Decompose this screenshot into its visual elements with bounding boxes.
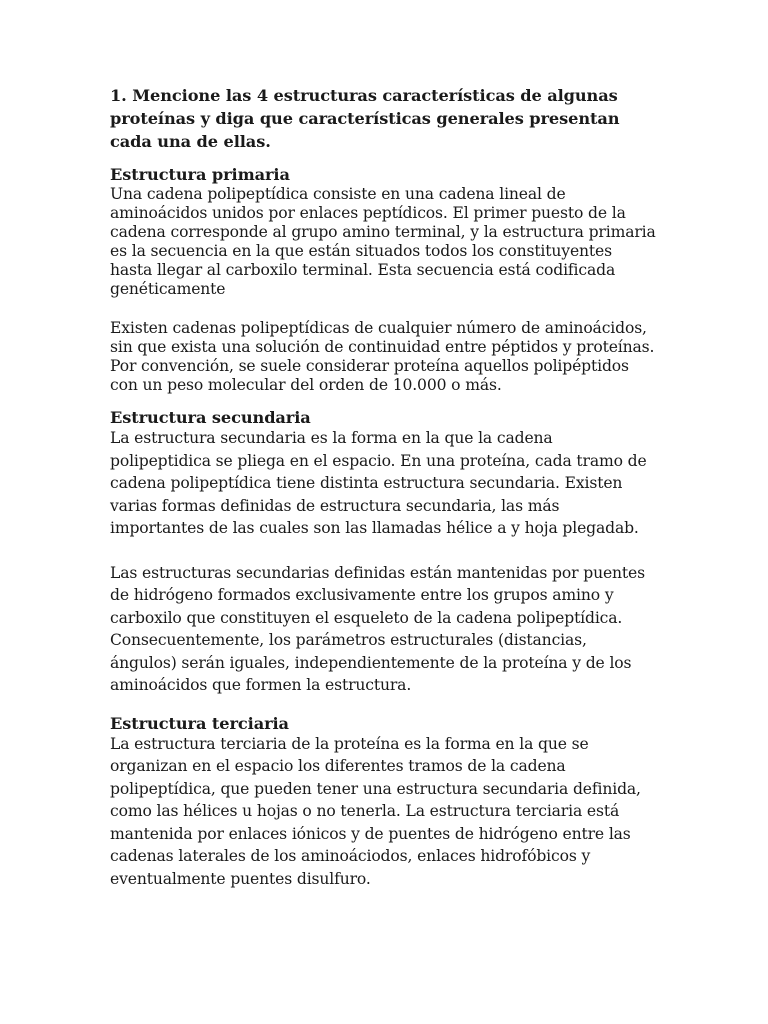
paragraph: Una cadena polipeptídica consiste en una cadena lineal de aminoácidos unidos por enlaces peptídicos. El primer puesto de la cadena corresponde al grupo amino terminal, y la estructura primaria es la secuencia en la que están situados todos los constituyentes hasta llegar al carboxilo terminal. Esta secuencia está codificada genéticamente <box>110 185 656 298</box>
paragraph: La estructura terciaria de la proteína es la forma en la que se organizan en el espacio los diferentes tramos de la cadena polipeptídica, que pueden tener una estructura secundaria definida, como las hélices u hojas o no tenerla. La estructura terciaria está mantenida por enlaces iónicos y de puentes de hidrógeno entre las cadenas laterales de los aminoáciodos, enlaces hidrofóbicos y eventualmente puentes disulfuro. <box>110 734 641 888</box>
document-page <box>110 84 658 890</box>
question-heading: 1. Mencione las 4 estructuras características de algunas proteínas y diga que características generales presentan cada una de ellas. <box>110 86 620 151</box>
paragraph: Existen cadenas polipeptídicas de cualquier número de aminoácidos, sin que exista una solución de continuidad entre péptidos y proteínas. Por convención, se suele considerar proteína aquellos polipéptidos con un peso molecular del orden de 10.000 o más. <box>110 319 655 394</box>
paragraph: La estructura secundaria es la forma en la que la cadena polipeptidica se pliega en el espacio. En una proteína, cada tramo de cadena polipeptídica tiene distinta estructura secundaria. Existen varias formas definidas de estructura secundaria, las más importantes de las cuales son las llamadas hélice a y hoja plegadab. <box>110 429 647 537</box>
section-primary-structure <box>110 165 658 395</box>
section-secondary-structure <box>110 409 658 697</box>
paragraph: Las estructuras secundarias definidas están mantenidas por puentes de hidrógeno formados exclusivamente entre los grupos amino y carboxilo que constituyen el esqueleto de la cadena polipeptídica. Consecuentemente, los parámetros estructurales (distancias, ángulos) serán iguales, independientemente de la proteína y de los aminoácidos que formen la estructura. <box>110 563 645 694</box>
section-heading: Estructura primaria <box>110 165 290 184</box>
section-tertiary-structure <box>110 715 658 891</box>
section-heading: Estructura terciaria <box>110 713 289 733</box>
section-heading: Estructura secundaria <box>110 408 311 427</box>
